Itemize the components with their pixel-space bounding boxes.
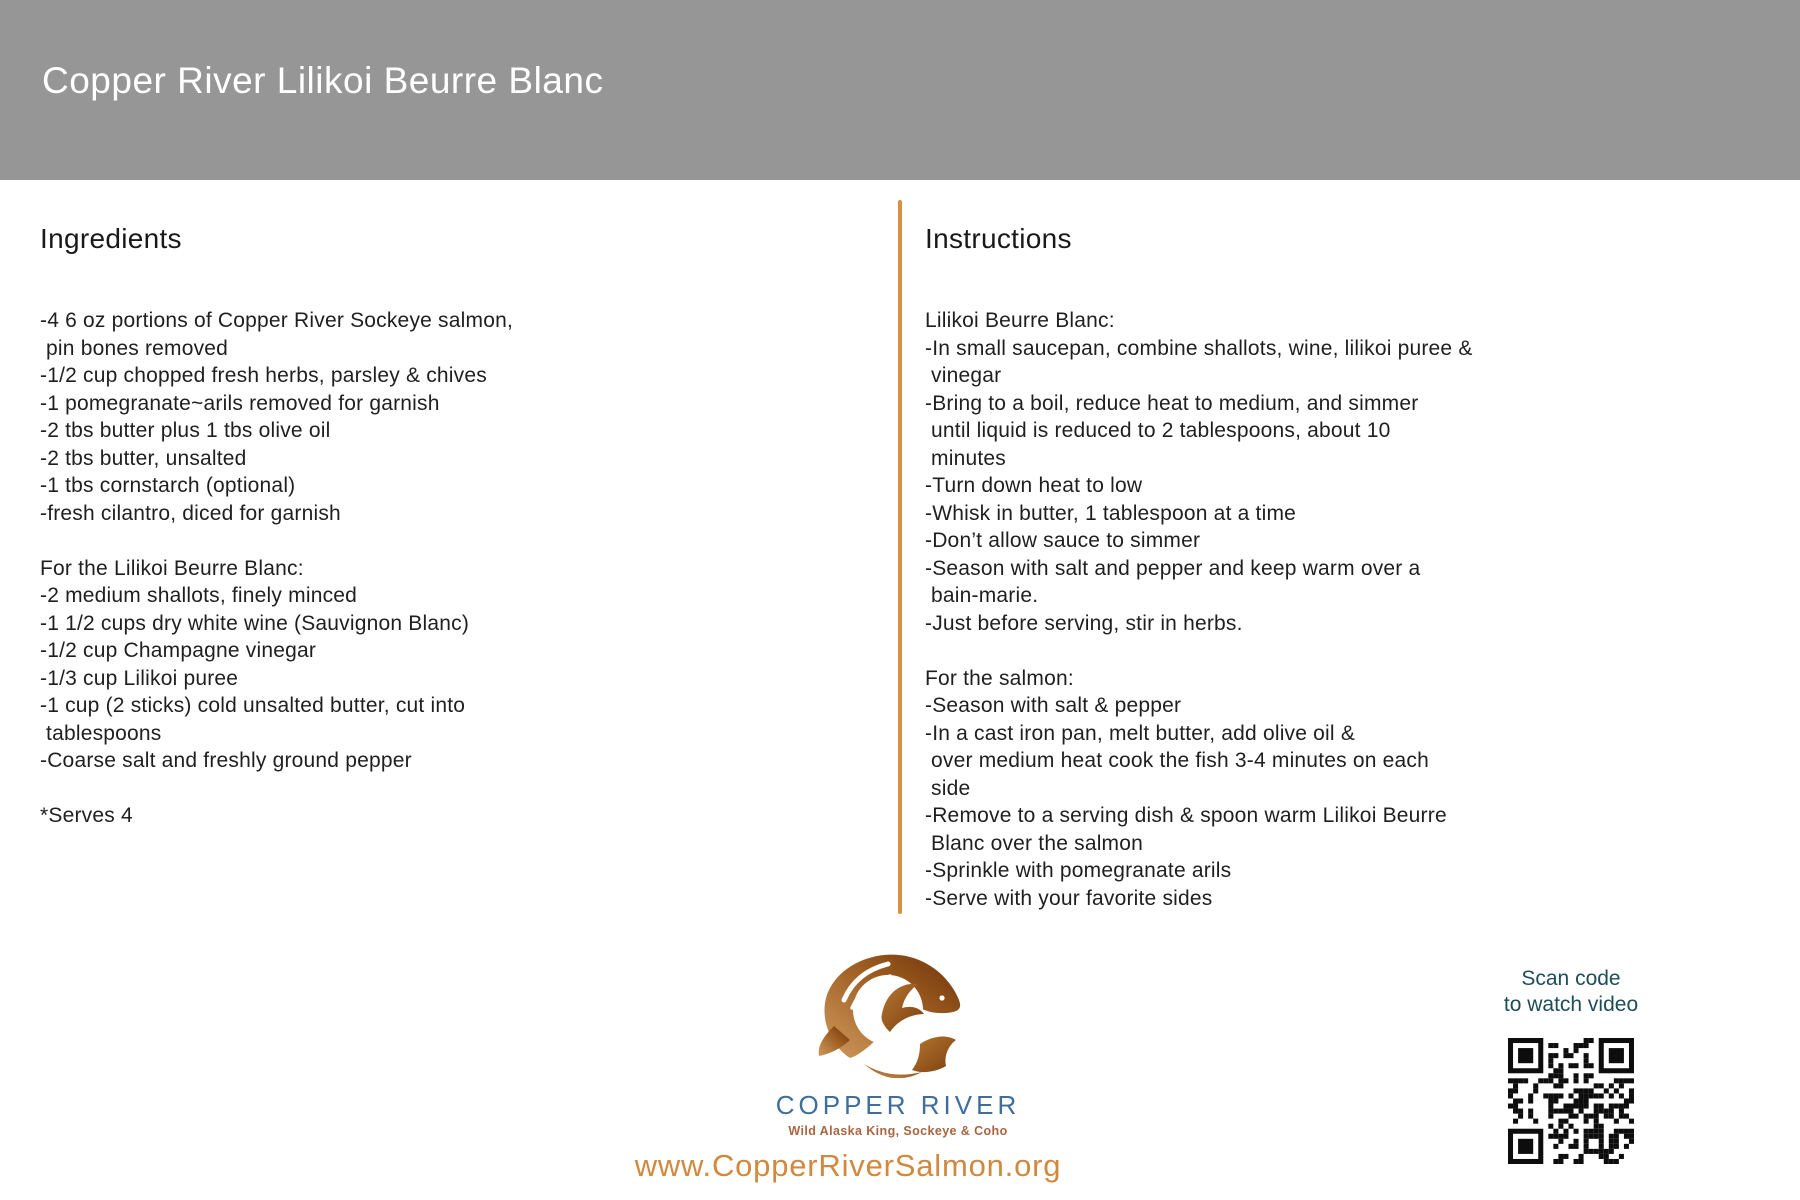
ingredient-line: -1/2 cup chopped fresh herbs, parsley & chives: [40, 364, 487, 387]
ingredient-line: -1/2 cup Champagne vinegar: [40, 639, 317, 662]
instruction-line: over medium heat cook the fish 3-4 minutes on each: [925, 749, 1429, 772]
instruction-line: -Season with salt and pepper and keep warm over a: [925, 556, 1421, 580]
instruction-line: -Turn down heat to low: [925, 474, 1143, 497]
fish-logo-icon: [812, 946, 962, 1078]
website-link[interactable]: www.CopperRiverSalmon.org: [634, 1148, 1062, 1183]
instruction-line: For the salmon:: [925, 666, 1074, 690]
ingredient-line: *Serves 4: [40, 804, 133, 827]
instruction-line: -Season with salt & pepper: [925, 694, 1182, 717]
instruction-line: side: [925, 776, 971, 800]
ingredient-line: For the Lilikoi Beurre Blanc:: [40, 556, 304, 580]
instruction-line: -Just before serving, stir in herbs.: [925, 611, 1243, 635]
brand-tagline: Wild Alaska King, Sockeye & Coho: [788, 1124, 1008, 1138]
ingredient-line: -4 6 oz portions of Copper River Sockeye salmon,: [40, 309, 513, 332]
ingredient-line: -1 1/2 cups dry white wine (Sauvignon Blanc): [40, 611, 470, 635]
header-band: [0, 0, 1800, 180]
ingredient-line: -1/3 cup Lilikoi puree: [40, 666, 239, 690]
ingredient-line: -fresh cilantro, diced for garnish: [40, 501, 341, 525]
page-title: Copper River Lilikoi Beurre Blanc: [42, 60, 604, 101]
instruction-line: -Remove to a serving dish & spoon warm Lilikoi Beurre: [925, 804, 1447, 827]
instruction-line: Lilikoi Beurre Blanc:: [925, 309, 1115, 332]
instruction-line: -In small saucepan, combine shallots, wine, lilikoi puree &: [925, 336, 1473, 360]
qr-label-line1: Scan code: [1521, 967, 1621, 990]
instruction-line: -Don’t allow sauce to simmer: [925, 529, 1201, 552]
ingredient-line: tablespoons: [40, 721, 162, 745]
ingredient-line: -1 pomegranate~arils removed for garnish: [40, 391, 440, 415]
brand-name: COPPER RIVER: [775, 1090, 1021, 1120]
ingredient-line: -2 tbs butter plus 1 tbs olive oil: [40, 419, 331, 442]
column-divider: [898, 200, 902, 914]
ingredient-line: [40, 527, 820, 555]
instruction-line: -Whisk in butter, 1 tablespoon at a time: [925, 501, 1297, 525]
qr-code-icon: [1508, 1038, 1634, 1164]
ingredient-line: -2 tbs butter, unsalted: [40, 446, 247, 470]
instruction-line: minutes: [925, 446, 1006, 470]
instructions-heading: Instructions: [925, 223, 1072, 254]
instruction-line: [925, 637, 1625, 665]
instruction-line: -Sprinkle with pomegranate arils: [925, 859, 1232, 882]
ingredients-section: [40, 222, 820, 830]
ingredients-list: [40, 307, 820, 830]
ingredient-line: -1 tbs cornstarch (optional): [40, 474, 296, 497]
instruction-line: -Serve with your favorite sides: [925, 886, 1213, 910]
instructions-list: [925, 307, 1625, 912]
ingredient-line: pin bones removed: [40, 336, 229, 360]
ingredient-line: -2 medium shallots, finely minced: [40, 584, 358, 607]
instructions-section: [925, 222, 1625, 912]
ingredient-line: -1 cup (2 sticks) cold unsalted butter, cut into: [40, 694, 466, 717]
ingredients-heading: Ingredients: [40, 223, 182, 254]
qr-label-line2: to watch video: [1503, 993, 1639, 1016]
instruction-line: until liquid is reduced to 2 tablespoons, about 10: [925, 419, 1391, 442]
instruction-line: Blanc over the salmon: [925, 831, 1144, 855]
ingredient-line: -Coarse salt and freshly ground pepper: [40, 749, 412, 772]
qr-label: [1466, 966, 1676, 1018]
instruction-line: -Bring to a boil, reduce heat to medium, and simmer: [925, 391, 1419, 415]
instruction-line: -In a cast iron pan, melt butter, add olive oil &: [925, 721, 1356, 745]
ingredient-line: [40, 775, 820, 803]
instruction-line: bain-marie.: [925, 584, 1039, 607]
instruction-line: vinegar: [925, 364, 1002, 387]
